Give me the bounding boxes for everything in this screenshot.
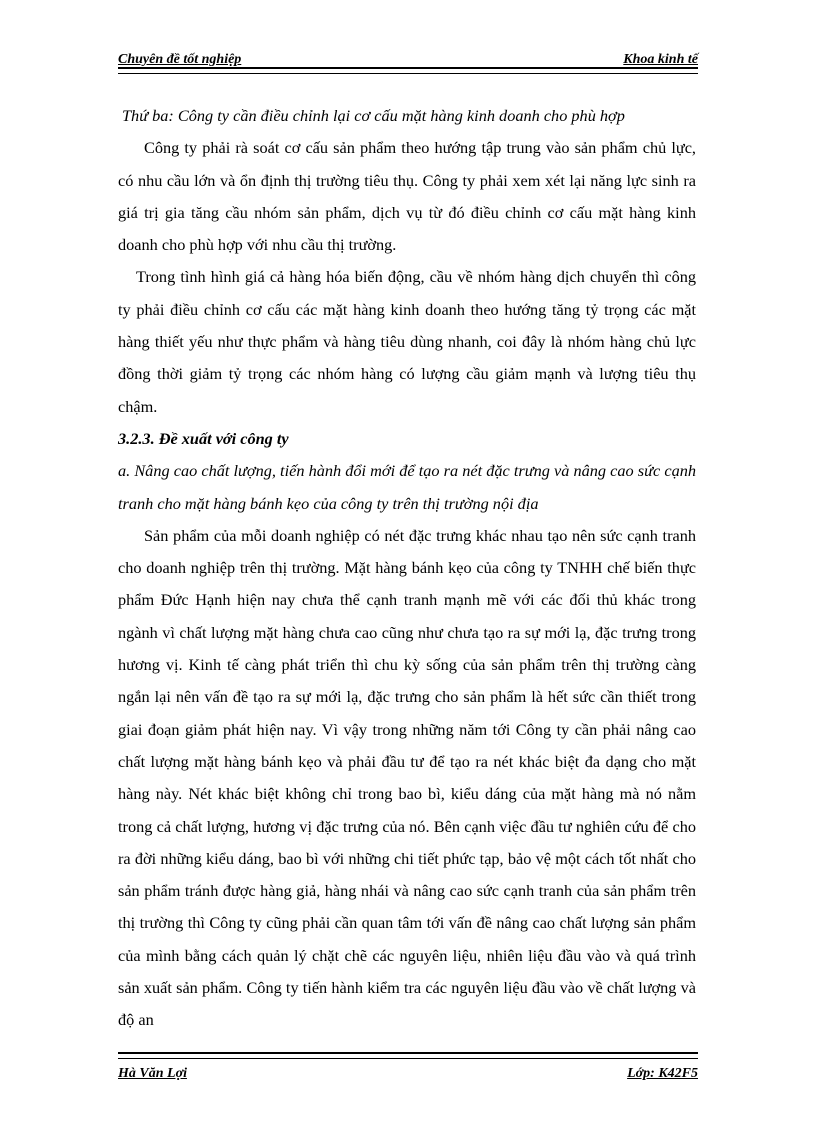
heading-third: Thứ ba: Công ty cần điều chỉnh lại cơ cấu mặt hàng kinh doanh cho phù hợp [122, 106, 625, 125]
paragraph-1: Công ty phải rà soát cơ cấu sản phẩm theo hướng tập trung vào sản phẩm chủ lực, có nhu cầu lớn và ổn định thị trường tiêu thụ. Công ty phải xem xét lại năng lực sinh ra giá trị gia tăng cầu nhóm sản phẩm, dịch vụ từ đó điều chỉnh cơ cấu mặt hàng kinh doanh cho phù hợp với nhu cầu thị trường. [118, 138, 696, 255]
paragraph-2: Trong tình hình giá cả hàng hóa biến động, cầu về nhóm hàng dịch chuyển thì công ty phải điều chỉnh cơ cấu các mặt hàng kinh doanh theo hướng tăng tỷ trọng các mặt hàng thiết yếu như thực phẩm và hàng tiêu dùng nhanh, coi đây là nhóm hàng chủ lực đồng thời giảm tỷ trọng các nhóm hàng có lượng cầu giảm mạnh và lượng tiêu thụ chậm. [118, 267, 696, 416]
page-header [118, 50, 698, 72]
section-heading: 3.2.3. Đề xuất với công ty [118, 428, 289, 448]
document-body [118, 100, 696, 1037]
footer-rule [118, 1052, 698, 1059]
page-footer [118, 1052, 698, 1082]
header-left-title: Chuyên đề tốt nghiệp [118, 52, 242, 67]
subsection-heading-a: a. Nâng cao chất lượng, tiến hành đổi mới để tạo ra nét đặc trưng và nâng cao sức cạnh tranh cho mặt hàng bánh kẹo của công ty trên thị trường nội địa [118, 461, 696, 513]
footer-class: Lớp: K42F5 [627, 1066, 698, 1081]
paragraph-3: Sản phẩm của mỗi doanh nghiệp có nét đặc trưng khác nhau tạo nên sức cạnh tranh cho doanh nghiệp trên thị trường. Mặt hàng bánh kẹo của công ty TNHH chế biến thực phẩm Đức Hạnh hiện nay chưa thể cạnh tranh mạnh mẽ với các đối thủ khác trong ngành vì chất lượng mặt hàng chưa cao cũng như chưa tạo ra sự mới lạ, đặc trưng trong hương vị. Kinh tế càng phát triển thì chu kỳ sống của sản phẩm trên thị trường càng ngắn lại nên vấn đề tạo ra sự mới lạ, đặc trưng cho sản phẩm là hết sức cần thiết trong giai đoạn giảm phát hiện nay. Vì vậy trong những năm tới Công ty cần phải nâng cao chất lượng mặt hàng bánh kẹo và phải đầu tư để tạo ra nét khác biệt đa dạng cho mặt hàng này. Nét khác biệt không chỉ trong bao bì, kiểu dáng của mặt hàng mà nó nằm trong cả chất lượng, hương vị đặc trưng của nó. Bên cạnh việc đầu tư nghiên cứu để cho ra đời những kiểu dáng, bao bì với những chi tiết phức tạp, bảo vệ một cách tốt nhất cho sản phẩm tránh được hàng giả, hàng nhái và nâng cao sức cạnh tranh của sản phẩm trên thị trường thì Công ty cũng phải cần quan tâm tới vấn đề nâng cao chất lượng sản phẩm của mình bằng cách quản lý chặt chẽ các nguyên liệu, nhiên liệu đầu vào và quá trình sản xuất sản phẩm. Công ty tiến hành kiểm tra các nguyên liệu đầu vào về chất lượng và độ an [118, 525, 696, 1030]
header-rule [118, 67, 698, 74]
footer-author: Hà Văn Lợi [118, 1066, 187, 1081]
header-right-title: Khoa kinh tế [623, 52, 698, 67]
